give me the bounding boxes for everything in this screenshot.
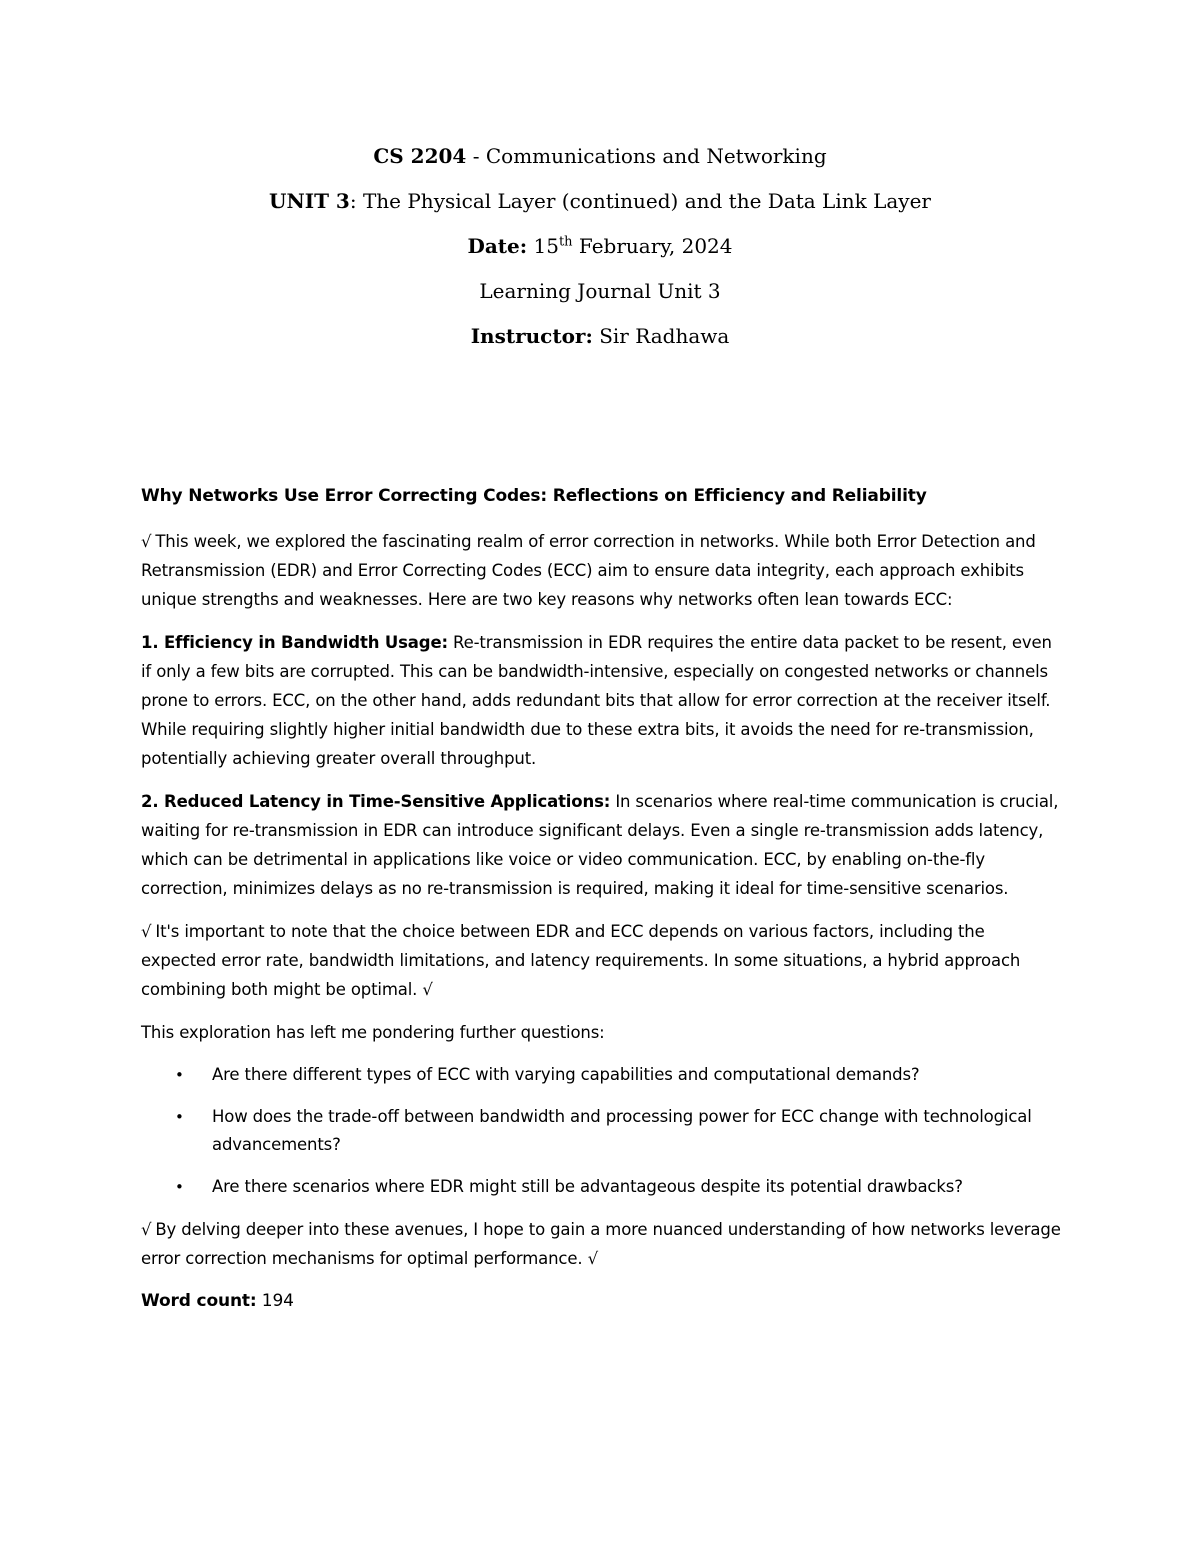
bullet-icon: • (175, 1178, 184, 1196)
instructor-name: Sir Radhawa (592, 324, 730, 348)
word-count-label: Word count: (141, 1291, 257, 1311)
date-suffix: th (558, 234, 573, 250)
reason-2-title: 2. Reduced Latency in Time-Sensitive Applications: (141, 792, 611, 811)
word-count-value: 194 (256, 1291, 294, 1311)
unit-line (0, 183, 1200, 228)
instructor-line (0, 318, 1200, 363)
unit-label: UNIT 3 (269, 189, 350, 213)
questions-list (141, 1061, 1061, 1201)
course-line (0, 138, 1200, 183)
note-paragraph (141, 917, 1061, 1004)
list-item (141, 1061, 1061, 1089)
reason-2-paragraph (141, 787, 1061, 903)
intro-text: This week, we explored the fascinating realm of error correction in networks. While both Error Detection and Retransmission (EDR) and Error Correcting Codes (ECC) aim to ensure data integrity, each approach exhibits unique strengths and weaknesses. Here are two key reasons why networks often lean towards ECC: (141, 532, 1036, 609)
check-mark-icon: √ (422, 980, 433, 999)
title-block (0, 138, 1200, 363)
check-mark-icon: √ (141, 1220, 152, 1239)
date-label: Date: (467, 234, 528, 258)
list-item (141, 1173, 1061, 1201)
list-item (141, 1103, 1061, 1159)
unit-title: : The Physical Layer (continued) and the Data Link Layer (349, 189, 931, 213)
section-heading: Why Networks Use Error Correcting Codes: Reflections on Efficiency and Reliability (141, 486, 927, 506)
reason-1-paragraph (141, 628, 1061, 773)
date-day: 15 (527, 234, 559, 258)
closing-text: By delving deeper into these avenues, I hope to gain a more nuanced understanding of how networks leverage error correction mechanisms for optimal performance. (141, 1220, 1061, 1268)
bullet-icon: • (175, 1108, 184, 1126)
date-line (0, 228, 1200, 273)
word-count (141, 1287, 1061, 1316)
question-text: Are there scenarios where EDR might still be advantageous despite its potential drawbacks? (212, 1177, 963, 1196)
note-text: It's important to note that the choice between EDR and ECC depends on various factors, including the expected error rate, bandwidth limitations, and latency requirements. In some situations, a hybrid approach combining both might be optimal. (141, 922, 1021, 999)
check-mark-icon: √ (587, 1249, 598, 1268)
reason-2-text: In scenarios where real-time communication is crucial, waiting for re-transmission in EDR can introduce significant delays. Even a single re-transmission adds latency, which can be detrimental in applications like voice or video communication. ECC, by enabling on-the-fly correction, minimizes delays as no re-transmission is required, making it ideal for time-sensitive scenarios. (141, 792, 1059, 898)
pondering-paragraph: This exploration has left me pondering further questions: (141, 1023, 605, 1042)
reason-1-title: 1. Efficiency in Bandwidth Usage: (141, 633, 448, 652)
check-mark-icon: √ (141, 532, 152, 551)
check-mark-icon: √ (141, 922, 152, 941)
journal-title: Learning Journal Unit 3 (479, 279, 721, 303)
question-text: How does the trade-off between bandwidth and processing power for ECC change with technological advancements? (212, 1107, 1032, 1154)
date-month-year: February, 2024 (572, 234, 733, 258)
reason-1-text: Re-transmission in EDR requires the entire data packet to be resent, even if only a few bits are corrupted. This can be bandwidth-intensive, especially on congested networks or channels prone to errors. ECC, on the other hand, adds redundant bits that allow for error correction at the receiver itself. While requiring slightly higher initial bandwidth due to these extra bits, it avoids the need for re-transmission, potentially achieving greater overall throughput. (141, 633, 1052, 768)
course-code: CS 2204 (373, 144, 467, 168)
course-name: Communications and Networking (485, 144, 827, 168)
document-body (141, 482, 1061, 1316)
question-text: Are there different types of ECC with varying capabilities and computational demands? (212, 1065, 920, 1084)
closing-paragraph (141, 1215, 1061, 1273)
bullet-icon: • (175, 1066, 184, 1084)
course-separator: - (466, 144, 486, 168)
intro-paragraph (141, 527, 1061, 614)
instructor-label: Instructor: (470, 324, 593, 348)
